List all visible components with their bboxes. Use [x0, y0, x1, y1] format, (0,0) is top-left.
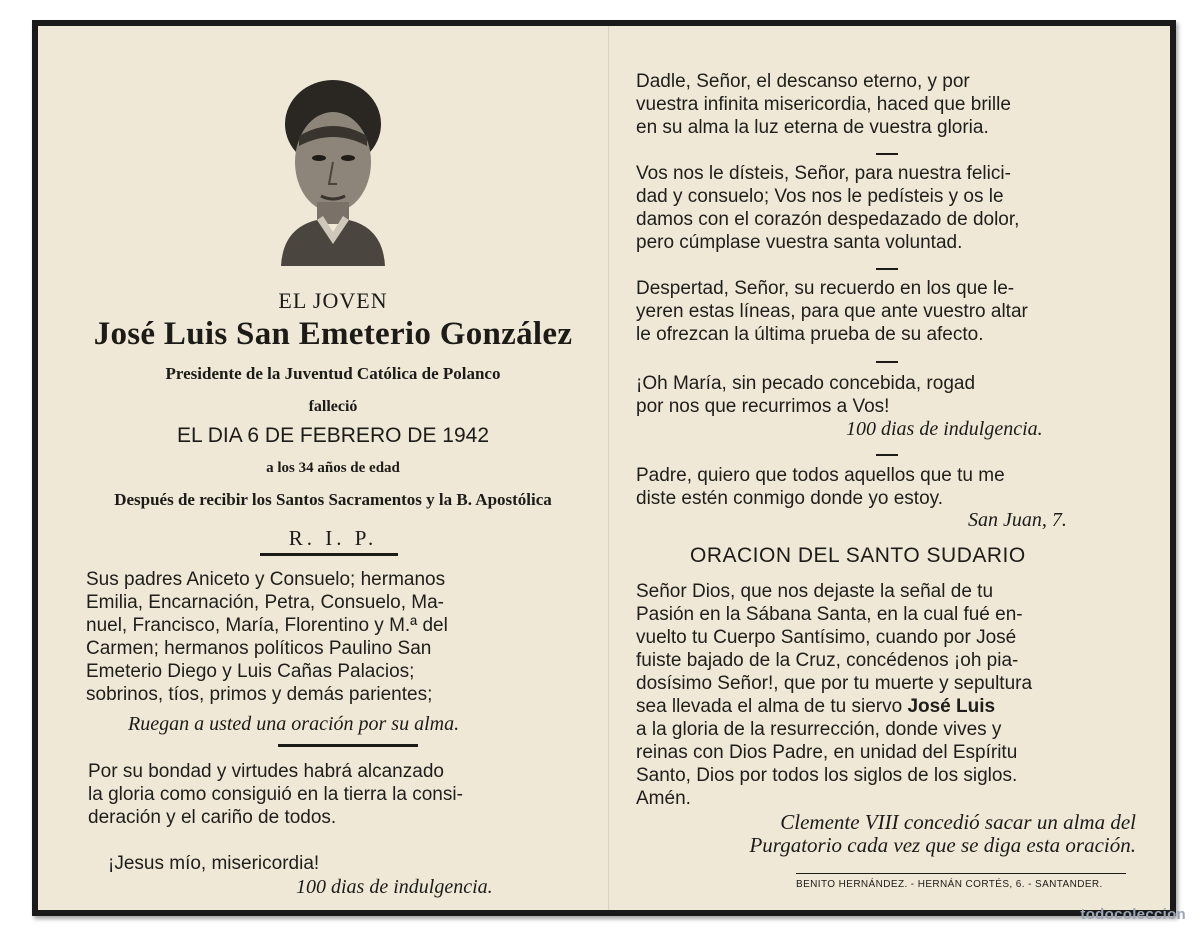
- card-fold: [608, 26, 610, 910]
- printer-rule: [796, 873, 1126, 874]
- oracion-name: José Luis: [907, 696, 996, 717]
- oracion-title: ORACION DEL SANTO SUDARIO: [690, 544, 1026, 567]
- oracion-text: a la gloria de la resurrección, donde vives y reinas con Dios Padre, en unidad del Espíritu Santo, Dios por todos los siglos de los siglos. Amén.: [636, 719, 1018, 809]
- clemente-note: Clemente VIII concedió sacar un alma del Purgatorio cada vez que se diga esta oración.: [749, 810, 1136, 857]
- el-joven-label: EL JOVEN: [278, 288, 388, 313]
- prayer-paragraph: Dadle, Señor, el descanso eterno, y por vuestra infinita misericordia, haced que brille en su alma la luz eterna de vuestra gloria.: [636, 71, 1011, 138]
- oracion-paragraph: [636, 580, 1136, 810]
- death-date: EL DIA 6 DE FEBRERO DE 1942: [176, 424, 490, 447]
- oracion-text: Señor Dios, que nos dejaste la señal de tu Pasión en la Sábana Santa, en la cual fué en- vuelto tu Cuerpo Santísimo, cuando por José fuiste bajado de la Cruz, concédenos ¡oh pia- dosísimo Señor!, que por tu muerte y sepultura sea llevada el alma de tu siervo: [636, 581, 1033, 717]
- prayer-paragraph: Despertad, Señor, su recuerdo en los que le- yeren estas líneas, para que ante vuestro altar le ofrezcan la última prueba de su afecto.: [636, 278, 1028, 345]
- san-juan-citation: San Juan, 7.: [968, 509, 1067, 531]
- jesus-line: ¡Jesus mío, misericordia!: [108, 853, 320, 874]
- age-line: a los 34 años de edad: [266, 460, 400, 476]
- deceased-name: José Luis San Emeterio González: [93, 316, 573, 352]
- fallecio-label: falleció: [308, 398, 358, 415]
- prayer-paragraph: Vos nos le dísteis, Señor, para nuestra felici- dad y consuelo; Vos nos le pedísteis y os le damos con el corazón despedazado de dolor, pero cúmplase vuestra santa voluntad.: [636, 163, 1020, 253]
- divider-rule: [260, 553, 398, 556]
- dash-separator: [876, 454, 898, 456]
- left-panel: [78, 26, 588, 910]
- indulgencia-line: 100 dias de indulgencia.: [296, 876, 493, 898]
- memorial-card: [32, 20, 1176, 916]
- prayer-paragraph: Padre, quiero que todos aquellos que tu me diste estén conmigo donde yo estoy.: [636, 465, 1005, 509]
- dash-separator: [876, 268, 898, 270]
- ruegan-line: Ruegan a usted una oración por su alma.: [128, 713, 460, 735]
- portrait-photo: [273, 76, 393, 266]
- prayer-paragraph: ¡Oh María, sin pecado concebida, rogad por nos que recurrimos a Vos!: [636, 373, 976, 417]
- dash-separator: [876, 153, 898, 155]
- printer-imprint: BENITO HERNÁNDEZ. - HERNÁN CORTÉS, 6. - SANTANDER.: [796, 879, 1103, 890]
- presidente-line: Presidente de la Juventud Católica de Polanco: [165, 364, 501, 383]
- bondad-paragraph: Por su bondad y virtudes habrá alcanzado la gloria como consiguió en la tierra la consi- deración y el cariño de todos.: [88, 761, 463, 828]
- dash-separator: [876, 361, 898, 363]
- portrait-eye-right: [341, 155, 355, 161]
- family-paragraph: Sus padres Aniceto y Consuelo; hermanos Emilia, Encarnación, Petra, Consuelo, Ma- nuel, Francisco, María, Florentino y M.ª del Carmen; hermanos políticos Paulino San Emeterio Diego y Luis Cañas Palacios; sobrinos, tíos, primos y demás parientes;: [86, 569, 448, 705]
- divider-rule: [278, 744, 418, 747]
- right-panel: [636, 26, 1136, 910]
- indulgencia-line: 100 dias de indulgencia.: [846, 418, 1043, 440]
- watermark: todocoleccion: [1080, 906, 1186, 923]
- sacramentos-line: Después de recibir los Santos Sacramentos y la B. Apostólica: [114, 490, 552, 509]
- rip-label: R. I. P.: [288, 526, 378, 550]
- portrait-eye-left: [312, 155, 326, 161]
